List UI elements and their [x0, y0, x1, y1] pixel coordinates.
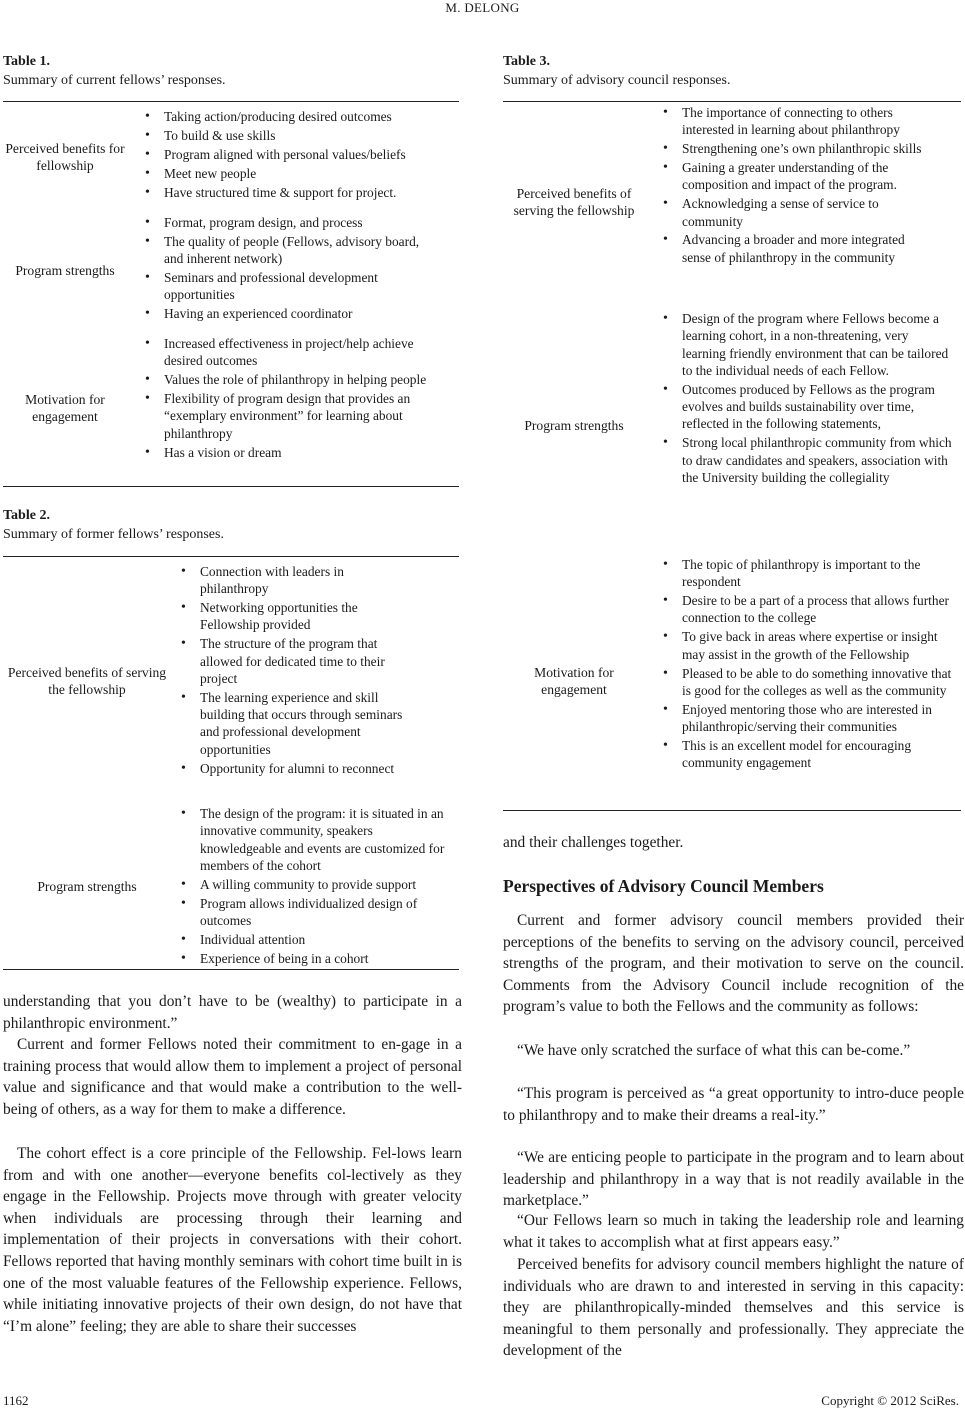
list-item: • Strengthening one’s own philanthropic skills	[659, 140, 931, 157]
list-item: • Networking opportunities the Fellowship provided	[177, 599, 409, 634]
list-item: • The design of the program: it is situated in an innovative community, speakers knowledgeable and events are customized for members of the cohort	[177, 805, 455, 874]
list-item: • Flexibility of program design that provides an “exemplary environment” for learning about philanthropy	[141, 390, 453, 442]
copyright-notice: Copyright © 2012 SciRes.	[821, 1393, 959, 1408]
list-item: • Meet new people	[141, 165, 453, 182]
table3-label: Table 3.	[503, 54, 550, 69]
list-item: • Experience of being in a cohort	[177, 950, 455, 967]
body-paragraph: understanding that you don’t have to be (wealthy) to participate in a philanthropic environment.”	[3, 993, 462, 1032]
table3-row-header: Perceived benefits of serving the fellowship	[513, 186, 635, 218]
table1-label: Table 1.	[3, 54, 50, 69]
list-item: • Individual attention	[177, 931, 455, 948]
list-item: • The structure of the program that allowed for dedicated time to their project	[177, 635, 409, 687]
table3-row-strengths	[503, 310, 961, 540]
list-item: • Gaining a greater understanding of the composition and impact of the program.	[659, 159, 931, 194]
table2-title: Summary of former fellows’ responses.	[3, 527, 224, 542]
list-item: • Having an experienced coordinator	[141, 305, 431, 322]
table2-row-benefits	[3, 563, 459, 799]
list-item: • Program aligned with personal values/beliefs	[141, 146, 453, 163]
right-column	[503, 0, 964, 1414]
table1-benefits-list	[141, 108, 453, 202]
table1-row-header: Perceived benefits for fellowship	[5, 141, 125, 173]
quote-paragraph: “We are enticing people to participate in the program and to learn about leadership and philanthropy in a way that is not readily available in the marketplace.”	[503, 1149, 964, 1210]
table1-row-strengths	[3, 214, 459, 326]
list-item: • Pleased to be able to do something innovative that is good for the colleges as well as the community	[659, 665, 959, 700]
table2-row-header: Program strengths	[37, 878, 137, 894]
quote-paragraph: “This program is perceived as “a great opportunity to intro-duce people to philanthropy and to make their dreams a real-ity.”	[503, 1085, 964, 1124]
table3-row-benefits	[503, 104, 961, 300]
table2-label: Table 2.	[3, 508, 50, 523]
list-item: • Advancing a broader and more integrated sense of philanthropy in the community	[659, 231, 931, 266]
list-item: • Outcomes produced by Fellows as the program evolves and builds sustainability over time, reflected in the following statements,	[659, 381, 955, 433]
list-item: • The importance of connecting to others interested in learning about philanthropy	[659, 104, 931, 139]
list-item: • Taking action/producing desired outcomes	[141, 108, 453, 125]
table1-motivation-list	[141, 335, 453, 462]
table3-row-header: Motivation for engagement	[534, 665, 614, 697]
section-heading: Perspectives of Advisory Council Members	[503, 876, 824, 896]
list-item: • The quality of people (Fellows, advisory board, and inherent network)	[141, 233, 431, 268]
table3-motivation-list	[659, 556, 959, 773]
running-head: M. DELONG	[445, 0, 520, 15]
body-paragraph: Current and former advisory council members provided their perceptions of the benefits to serving on the advisory council, perceived strengths of the program, and their motivation to serve on the council. Comments from the Advisory Council include recognition of the program’s value to both the Fellows and the community as follows:	[503, 912, 964, 1016]
list-item: • A willing community to provide support	[177, 876, 455, 893]
left-column	[3, 0, 462, 1414]
table2-top-rule	[3, 556, 459, 557]
table1-strengths-list	[141, 214, 431, 324]
list-item: • Design of the program where Fellows become a learning cohort, in a non-threatening, very learning friendly environment that can be tailored to the individual needs of each Fellow.	[659, 310, 955, 379]
table1-bottom-rule	[3, 486, 459, 487]
table1-row-header: Program strengths	[15, 262, 115, 278]
list-item: • Values the role of philanthropy in helping people	[141, 371, 453, 388]
table3-title: Summary of advisory council responses.	[503, 73, 731, 88]
body-paragraph: and their challenges together.	[503, 834, 684, 851]
quote-paragraph: “Our Fellows learn so much in taking the leadership role and learning what it takes to accomplish what at first appears easy.”	[503, 1212, 964, 1251]
list-item: • Strong local philanthropic community from which to draw candidates and speakers, association with the University building the collegiality	[659, 434, 955, 486]
list-item: • Acknowledging a sense of service to community	[659, 195, 931, 230]
table2-benefits-list	[177, 563, 409, 779]
list-item: • To give back in areas where expertise or insight may assist in the growth of the Fellowship	[659, 628, 959, 663]
table2-row-header: Perceived benefits of serving the fellowship	[7, 665, 167, 697]
table1-row-benefits	[3, 108, 459, 206]
page-number: 1162	[3, 1393, 29, 1408]
table3-bottom-rule	[503, 810, 961, 811]
table3-row-header: Program strengths	[524, 417, 624, 433]
table2-bottom-rule	[3, 969, 459, 970]
list-item: • This is an excellent model for encouraging community engagement	[659, 737, 959, 772]
body-paragraph: Perceived benefits for advisory council members highlight the nature of individuals who are drawn to and interested in serving in this capacity: they are philanthropically-minded themselves and this service is meaningful to them personally and professionally. They appreciate the development of the	[503, 1256, 964, 1360]
list-item: • Desire to be a part of a process that allows further connection to the college	[659, 592, 959, 627]
table1-row-motivation	[3, 335, 459, 481]
table3-benefits-list	[659, 104, 931, 268]
list-item: • Has a vision or dream	[141, 444, 453, 461]
list-item: • Increased effectiveness in project/help achieve desired outcomes	[141, 335, 453, 370]
list-item: • Enjoyed mentoring those who are interested in philanthropic/serving their communities	[659, 701, 959, 736]
list-item: • Seminars and professional development opportunities	[141, 269, 431, 304]
list-item: • The topic of philanthropy is important to the respondent	[659, 556, 959, 591]
table2-row-strengths	[3, 805, 459, 967]
body-paragraph: Current and former Fellows noted their commitment to en-gage in a training process that would allow them to implement a project of personal value and significance and that would make a contribution to the well-being of others, as a way for them to make a difference.	[3, 1036, 462, 1118]
table1-row-header: Motivation for engagement	[25, 392, 105, 424]
list-item: • The learning experience and skill building that occurs through seminars and professional development opportunities	[177, 689, 409, 758]
quote-paragraph: “We have only scratched the surface of what this can be-come.”	[517, 1042, 911, 1059]
list-item: • To build & use skills	[141, 127, 453, 144]
table3-row-motivation	[503, 556, 961, 806]
table1-title: Summary of current fellows’ responses.	[3, 73, 226, 88]
list-item: • Have structured time & support for project.	[141, 184, 453, 201]
list-item: • Opportunity for alumni to reconnect	[177, 760, 409, 777]
table2-strengths-list	[177, 805, 455, 969]
list-item: • Connection with leaders in philanthropy	[177, 563, 409, 598]
list-item: • Format, program design, and process	[141, 214, 431, 231]
list-item: • Program allows individualized design of outcomes	[177, 895, 455, 930]
table3-top-rule	[503, 101, 961, 102]
table1-top-rule	[3, 101, 459, 102]
table3-strengths-list	[659, 310, 955, 488]
body-paragraph: The cohort effect is a core principle of the Fellowship. Fel-lows learn from and with one another—everyone benefits col-lectively as they engage in the Fellowship. Projects move through with greater velocity when individuals are processing through their learning and implementation of their projects in conversations with their cohort. Fellows reported that having monthly seminars with cohort time built in is one of the most valuable features of the Fellowship experience. Fellows, while initiating innovative projects of their own design, do not have that “I’m alone” feeling; they are able to share their successes	[3, 1145, 462, 1335]
